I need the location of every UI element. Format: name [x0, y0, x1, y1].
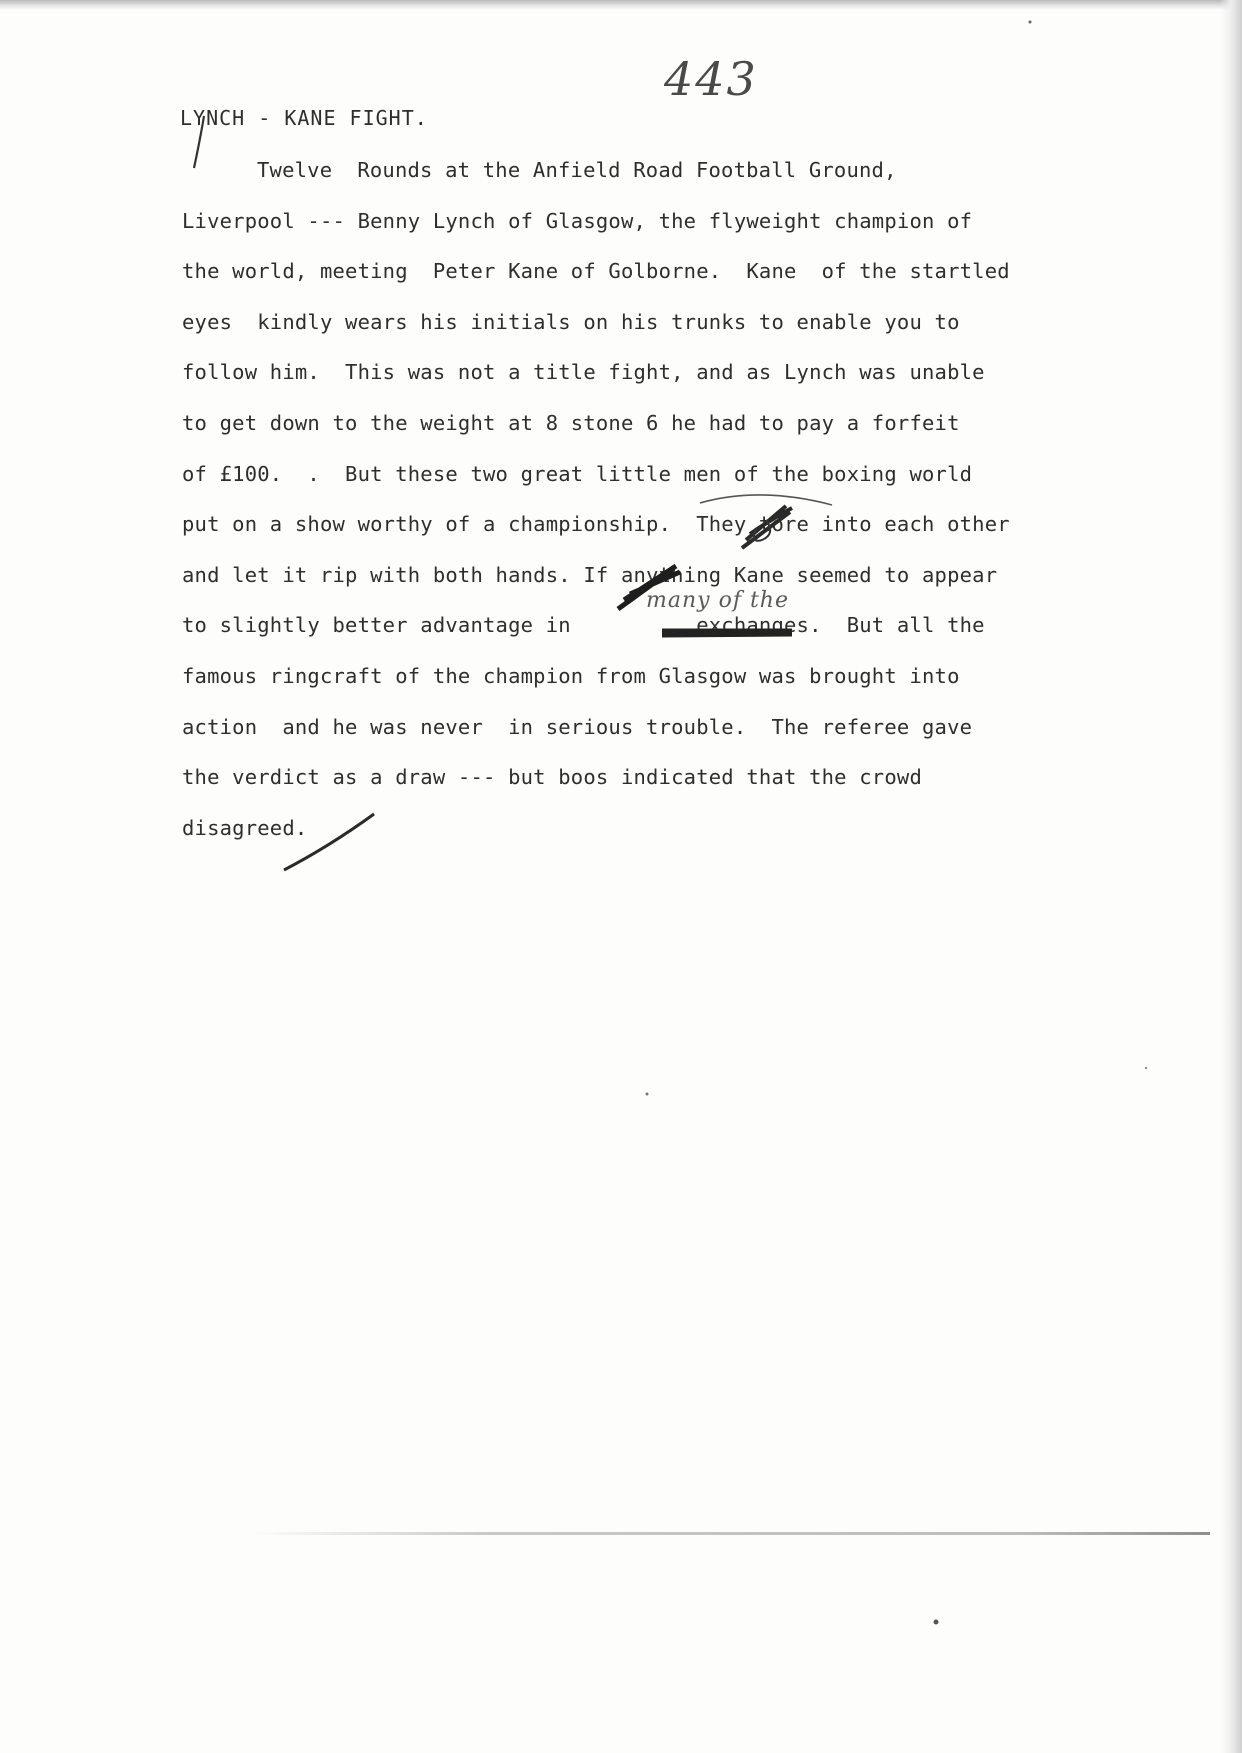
body-line: action and he was never in serious trouble. The referee gave — [182, 714, 973, 739]
body-line: of £100. . But these two great little men of the boxing world — [182, 461, 973, 486]
document-body — [182, 152, 1212, 860]
body-line: follow him. This was not a title fight, and as Lynch was unable — [182, 360, 985, 385]
page-fold-line — [250, 1532, 1210, 1535]
dust-speck — [1145, 1067, 1147, 1069]
body-line: disagreed. — [182, 815, 308, 840]
body-line: famous ringcraft of the champion from Glasgow was brought into — [182, 663, 960, 688]
scan-top-shadow — [0, 0, 1242, 10]
body-line: and let it rip with both hands. If anything Kane seemed to appear — [182, 562, 998, 587]
dust-speck — [646, 1093, 649, 1096]
body-line: the verdict as a draw --- but boos indicated that the crowd — [182, 765, 922, 790]
handwritten-page-number: 443 — [664, 52, 758, 106]
body-line: Liverpool --- Benny Lynch of Glasgow, the flyweight champion of — [182, 208, 973, 233]
body-line: put on a show worthy of a championship. They tore into each other — [182, 512, 1010, 537]
document-heading: LYNCH - KANE FIGHT. — [180, 106, 428, 130]
body-line: to get down to the weight at 8 stone 6 he had to pay a forfeit — [182, 410, 960, 435]
dust-speck — [1029, 21, 1032, 24]
body-line: to slightly better advantage in exchanges. But all the — [182, 613, 985, 638]
dust-speck — [934, 1620, 939, 1625]
scan-right-edge-shadow — [1220, 0, 1242, 1753]
body-line: Twelve Rounds at the Anfield Road Football Ground, — [257, 158, 897, 182]
body-line: eyes kindly wears his initials on his trunks to enable you to — [182, 309, 960, 334]
body-line: the world, meeting Peter Kane of Golborne. Kane of the startled — [182, 259, 1010, 284]
handwritten-insertion: many of the — [646, 588, 789, 613]
